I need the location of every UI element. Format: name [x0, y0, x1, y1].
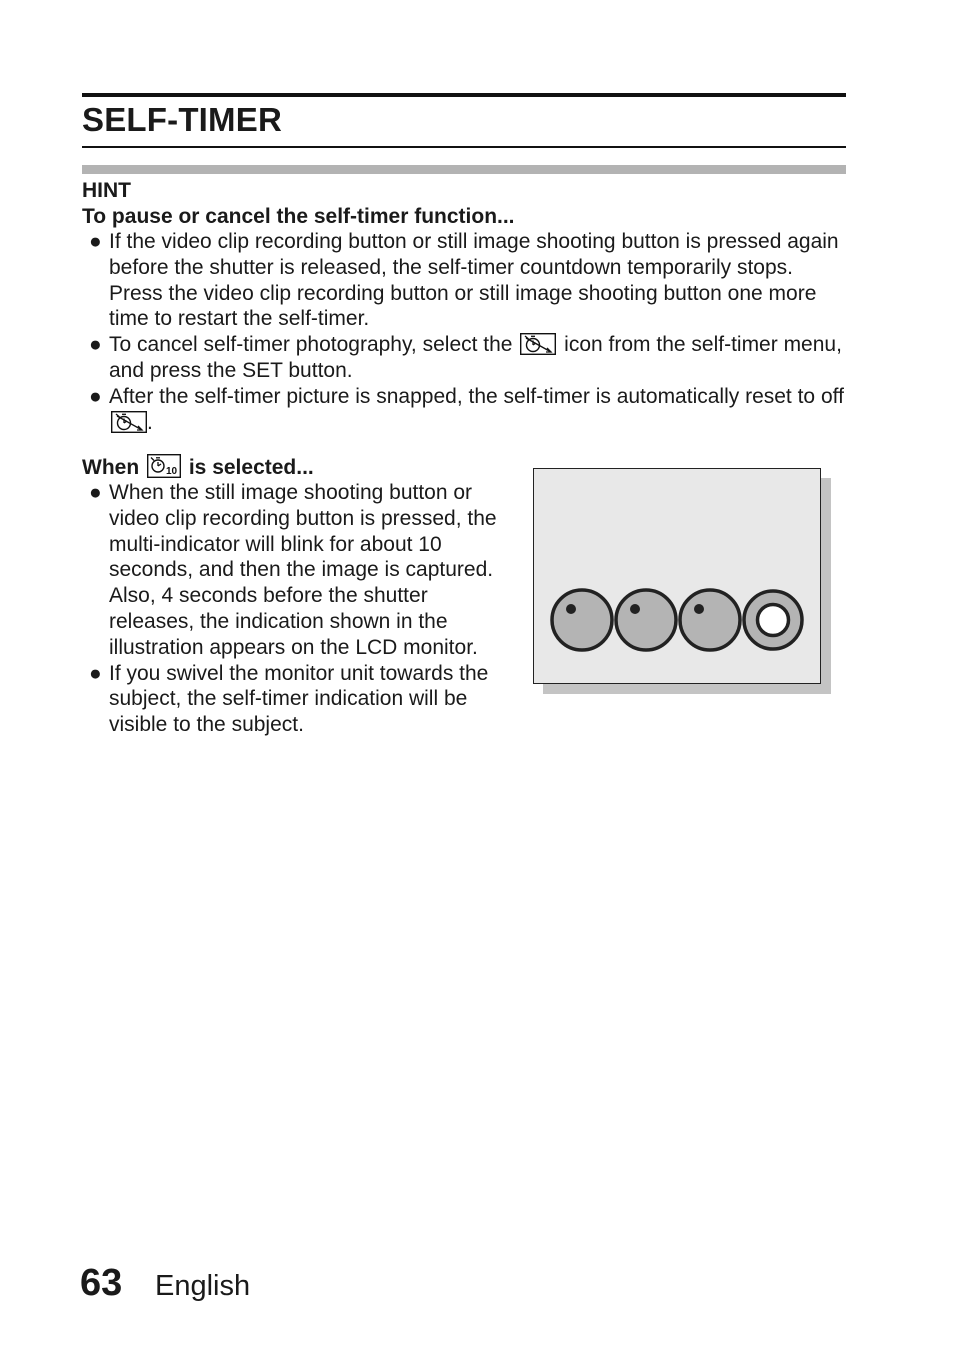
indicator-dot-1 [552, 590, 612, 650]
bullet: ● [89, 481, 102, 504]
list-item: ● To cancel self-timer photography, select the icon from the self-timer menu, and press the SET button. [89, 333, 842, 382]
list-item: ● If you swivel the monitor unit towards the subject, the self-timer indication will be visible to the subject. [89, 661, 489, 737]
list-item: ● If the video clip recording button or still image shooting button is pressed again before the shutter is released, the self-timer countdown temporarily stops. Press the video clip recording button or still image shooting button one more time to restart the self-timer. [89, 230, 839, 331]
self-timer-off-icon [520, 333, 556, 355]
self-timer-10s-icon [147, 454, 181, 478]
bullet: ● [89, 333, 102, 357]
when-selected-heading: When 10 is selected... [82, 456, 314, 479]
when-selected-list [82, 480, 512, 738]
lcd-illustration [533, 468, 821, 684]
timer-seconds-label: 10 [166, 466, 178, 477]
pause-heading: To pause or cancel the self-timer function... [82, 205, 515, 228]
section-divider [82, 165, 846, 174]
bullet: ● [89, 384, 102, 408]
page-number: 63 [80, 1262, 123, 1304]
page-title: SELF-TIMER [82, 101, 282, 138]
indicator-dot-3 [680, 590, 740, 650]
hint-list [82, 229, 847, 435]
countdown-indicator-graphic [534, 469, 820, 683]
title-underline [82, 146, 846, 148]
indicator-dot-2 [616, 590, 676, 650]
hint-label: HINT [82, 179, 131, 202]
list-item: ● After the self-timer picture is snapped, the self-timer is automatically reset to off . [89, 384, 844, 434]
self-timer-off-icon [111, 411, 147, 433]
top-rule [82, 93, 846, 97]
bullet: ● [89, 661, 102, 685]
language-label: English [155, 1270, 251, 1302]
list-item: ● When the still image shooting button or video clip recording button is pressed, the multi-indicator will blink for about 10 seconds, and then the image is captured. Also, 4 seconds before the shutter releases, the indication shown in the illustration appears on the LCD monitor. [89, 481, 497, 659]
bullet: ● [89, 230, 102, 253]
indicator-ring [744, 591, 802, 649]
